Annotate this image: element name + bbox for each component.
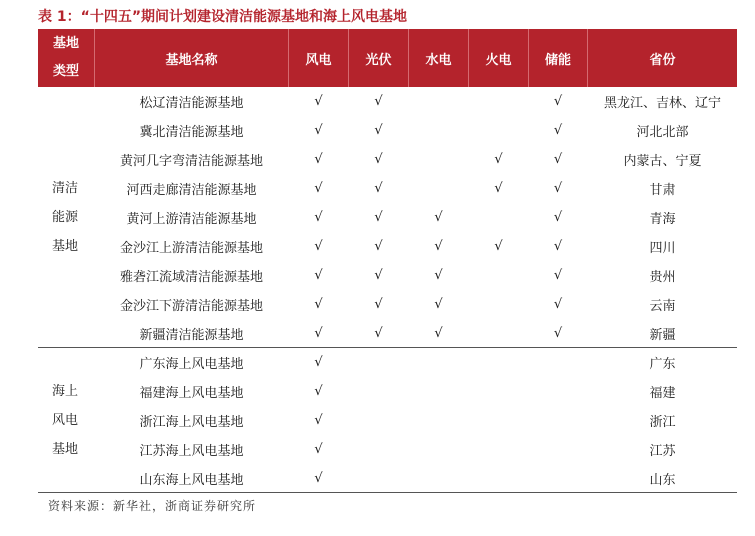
check-mark: √ [314, 123, 323, 138]
thermal-cell [469, 435, 528, 464]
wind-cell [289, 406, 348, 435]
header-pv: 光伏 [365, 52, 392, 68]
thermal-cell [469, 319, 528, 348]
storage-cell [529, 116, 587, 145]
thermal-cell [469, 377, 528, 406]
check-mark: √ [553, 268, 563, 283]
group-label-line: 基地 [51, 442, 78, 457]
base-name-cell: 黄河几字弯清洁能源基地 [119, 154, 263, 169]
check-mark: √ [314, 384, 323, 399]
check-mark: √ [494, 239, 503, 254]
base-name-cell: 江苏海上风电基地 [139, 444, 244, 459]
thermal-cell [469, 203, 528, 232]
province-cell: 甘肃 [649, 183, 676, 198]
thermal-cell [469, 145, 528, 174]
storage-cell [529, 203, 587, 232]
storage-cell [529, 87, 587, 116]
province-cell: 浙江 [649, 415, 676, 430]
storage-cell [529, 174, 587, 203]
base-name-cell: 广东海上风电基地 [139, 357, 244, 372]
check-mark: √ [314, 181, 323, 196]
wind-cell [289, 174, 348, 203]
group-divider [38, 492, 737, 493]
wind-cell [289, 145, 348, 174]
wind-cell [289, 435, 348, 464]
check-mark: √ [434, 297, 443, 312]
wind-cell [289, 87, 348, 116]
table-title: 表 1：“十四五”期间计划建设清洁能源基地和海上风电基地 [38, 9, 408, 25]
pv-cell [349, 377, 408, 406]
table-row [38, 348, 737, 377]
check-mark: √ [494, 181, 503, 196]
group-label-line: 海上 [51, 384, 78, 399]
hydro-cell [409, 348, 468, 377]
base-name-cell: 黄河上游清洁能源基地 [126, 212, 257, 227]
wind-cell [289, 116, 348, 145]
wind-cell [289, 290, 348, 319]
group-label-line: 风电 [51, 413, 78, 428]
province-cell: 云南 [649, 299, 676, 314]
province-cell: 新疆 [649, 328, 676, 343]
storage-cell [529, 319, 587, 348]
base-name-cell: 浙江海上风电基地 [139, 415, 244, 430]
check-mark: √ [314, 239, 323, 254]
base-name-cell: 金沙江下游清洁能源基地 [119, 299, 263, 314]
header-thermal: 火电 [485, 52, 512, 68]
hydro-cell [409, 145, 468, 174]
hydro-cell [409, 232, 468, 261]
check-mark: √ [553, 297, 563, 312]
pv-cell [349, 232, 408, 261]
thermal-cell [469, 290, 528, 319]
thermal-cell [469, 87, 528, 116]
pv-cell [349, 174, 408, 203]
pv-cell [349, 319, 408, 348]
table-row [38, 87, 737, 116]
check-mark: √ [314, 152, 323, 167]
table-row [38, 290, 737, 319]
thermal-cell [469, 261, 528, 290]
header-type-line1: 基地 [52, 36, 79, 51]
check-mark: √ [314, 297, 323, 312]
pv-cell [349, 203, 408, 232]
province-cell: 山东 [649, 473, 676, 488]
group-label-line: 基地 [51, 239, 78, 254]
base-name-cell: 松辽清洁能源基地 [139, 96, 244, 111]
storage-cell [529, 348, 587, 377]
check-mark: √ [553, 123, 563, 138]
source-note: 资料来源：新华社，浙商证券研究所 [48, 499, 257, 513]
check-mark: √ [553, 210, 563, 225]
header-type [38, 29, 94, 87]
hydro-cell [409, 406, 468, 435]
check-mark: √ [553, 326, 563, 341]
check-mark: √ [374, 326, 383, 341]
province-cell: 青海 [649, 212, 676, 227]
pv-cell [349, 348, 408, 377]
table-row [38, 406, 737, 435]
check-mark: √ [434, 239, 443, 254]
storage-cell [529, 435, 587, 464]
group-label-line: 能源 [51, 210, 78, 225]
hydro-cell [409, 203, 468, 232]
wind-cell [289, 261, 348, 290]
wind-cell [289, 377, 348, 406]
header-province: 省份 [649, 52, 676, 68]
check-mark: √ [374, 239, 383, 254]
pv-cell [349, 87, 408, 116]
thermal-cell [469, 116, 528, 145]
table-row [38, 319, 737, 348]
hydro-cell [409, 319, 468, 348]
base-name-cell: 冀北清洁能源基地 [139, 125, 244, 140]
header-wind: 风电 [305, 52, 332, 68]
storage-cell [529, 406, 587, 435]
table-row [38, 203, 737, 232]
check-mark: √ [434, 210, 443, 225]
check-mark: √ [374, 210, 383, 225]
check-mark: √ [314, 355, 323, 370]
thermal-cell [469, 464, 528, 493]
hydro-cell [409, 464, 468, 493]
storage-cell [529, 145, 587, 174]
storage-cell [529, 261, 587, 290]
pv-cell [349, 464, 408, 493]
table-row [38, 464, 737, 493]
pv-cell [349, 290, 408, 319]
header-type-line2: 类型 [52, 64, 79, 79]
check-mark: √ [374, 94, 383, 109]
table-row [38, 435, 737, 464]
base-name-cell: 河西走廊清洁能源基地 [126, 183, 257, 198]
province-cell: 黑龙江、吉林、辽宁 [603, 96, 721, 111]
province-cell: 贵州 [649, 270, 676, 285]
header-name: 基地名称 [165, 52, 218, 68]
check-mark: √ [434, 326, 443, 341]
check-mark: √ [553, 181, 563, 196]
check-mark: √ [314, 413, 323, 428]
storage-cell [529, 464, 587, 493]
table-row [38, 377, 737, 406]
thermal-cell [469, 406, 528, 435]
wind-cell [289, 203, 348, 232]
table-row [38, 232, 737, 261]
header-storage: 储能 [544, 52, 571, 68]
hydro-cell [409, 87, 468, 116]
table-row [38, 174, 737, 203]
check-mark: √ [494, 152, 503, 167]
base-name-cell: 新疆清洁能源基地 [139, 328, 244, 343]
pv-cell [349, 435, 408, 464]
hydro-cell [409, 435, 468, 464]
province-cell: 江苏 [649, 444, 676, 459]
wind-cell [289, 319, 348, 348]
wind-cell [289, 464, 348, 493]
base-name-cell: 山东海上风电基地 [139, 473, 244, 488]
check-mark: √ [314, 210, 323, 225]
check-mark: √ [434, 268, 443, 283]
hydro-cell [409, 377, 468, 406]
wind-cell [289, 232, 348, 261]
pv-cell [349, 261, 408, 290]
storage-cell [529, 377, 587, 406]
pv-cell [349, 116, 408, 145]
check-mark: √ [374, 297, 383, 312]
province-cell: 福建 [649, 386, 676, 401]
table-row [38, 145, 737, 174]
storage-cell [529, 290, 587, 319]
check-mark: √ [553, 239, 563, 254]
check-mark: √ [553, 94, 563, 109]
table-row [38, 116, 737, 145]
table-row [38, 261, 737, 290]
province-cell: 广东 [649, 357, 676, 372]
hydro-cell [409, 290, 468, 319]
base-name-cell: 福建海上风电基地 [139, 386, 244, 401]
pv-cell [349, 145, 408, 174]
check-mark: √ [314, 94, 323, 109]
thermal-cell [469, 174, 528, 203]
hydro-cell [409, 261, 468, 290]
check-mark: √ [374, 181, 383, 196]
group-label-line: 清洁 [51, 181, 78, 196]
check-mark: √ [314, 326, 323, 341]
province-cell: 内蒙古、宁夏 [623, 154, 702, 169]
province-cell: 四川 [649, 241, 676, 256]
thermal-cell [469, 232, 528, 261]
storage-cell [529, 232, 587, 261]
base-name-cell: 金沙江上游清洁能源基地 [119, 241, 263, 256]
hydro-cell [409, 174, 468, 203]
thermal-cell [469, 348, 528, 377]
table-header [38, 29, 737, 87]
check-mark: √ [374, 123, 383, 138]
wind-cell [289, 348, 348, 377]
header-hydro: 水电 [425, 52, 452, 68]
check-mark: √ [374, 268, 383, 283]
base-name-cell: 雅砻江流域清洁能源基地 [119, 270, 263, 285]
check-mark: √ [314, 268, 323, 283]
province-cell: 河北北部 [636, 125, 689, 140]
check-mark: √ [553, 152, 563, 167]
pv-cell [349, 406, 408, 435]
hydro-cell [409, 116, 468, 145]
check-mark: √ [314, 471, 323, 486]
check-mark: √ [374, 152, 383, 167]
check-mark: √ [314, 442, 323, 457]
